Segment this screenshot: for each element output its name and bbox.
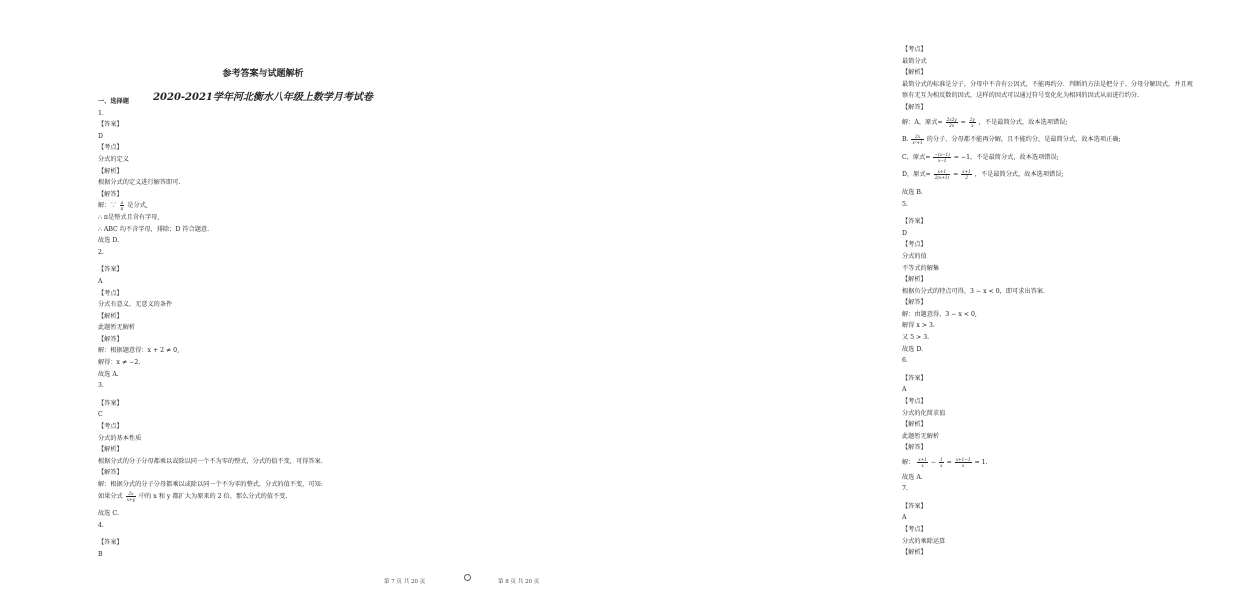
- text-line: A: [98, 277, 103, 285]
- math-line: [902, 457, 1242, 469]
- fraction: [917, 457, 928, 468]
- text-fragment: C，原式=: [902, 153, 931, 161]
- text-line: ∴ π是整式且含有字母,: [98, 213, 160, 221]
- text-line: 故选 B.: [902, 188, 923, 196]
- text-fragment: D，原式=: [902, 171, 931, 179]
- text-fragment: = −1，不是最简分式，故本选项错误;: [953, 153, 1059, 161]
- text-line: 分式的定义: [98, 155, 129, 163]
- numerator: 2x: [911, 134, 923, 140]
- text-line: 【考点】: [902, 398, 927, 406]
- text-line: 【考点】: [902, 46, 927, 53]
- numerator: 2x: [126, 491, 136, 497]
- text-fragment: 解：A，原式=: [902, 118, 943, 126]
- text-fragment: 如果分式: [98, 492, 123, 500]
- numerator: −(x−1): [934, 151, 950, 157]
- denominator: x: [921, 463, 924, 468]
- denominator: x: [961, 463, 965, 468]
- section-heading: 一、选择题: [98, 98, 129, 105]
- right-page: [430, 0, 1193, 608]
- page-number-left: 第 7 页 共 20 页: [384, 579, 426, 585]
- text-fragment: = 1.: [974, 459, 988, 466]
- text-line: D: [98, 132, 103, 140]
- page-number-right: 第 8 页 共 20 页: [498, 579, 540, 585]
- text-line: 【考点】: [98, 144, 123, 152]
- text-fragment: =: [960, 118, 966, 126]
- text-line: 【答案】: [902, 218, 927, 226]
- text-line: 又 5 > 3.: [902, 334, 930, 342]
- text-line: 【考点】: [98, 289, 123, 297]
- text-line: 不等式的解集: [902, 264, 940, 272]
- text-line: D: [902, 229, 907, 237]
- denominator: x−1: [937, 157, 947, 163]
- text-line: A: [902, 386, 907, 394]
- numerator: x+1−1: [955, 457, 971, 462]
- denominator: π: [120, 206, 124, 212]
- fraction: [933, 152, 950, 163]
- text-line: 【解析】: [902, 69, 927, 77]
- text-line: 7.: [902, 485, 908, 493]
- denominator: 2: [965, 175, 968, 181]
- text-fragment: ，不是最简分式，故本选项错误;: [978, 118, 1068, 126]
- denominator: 2(x+1): [934, 175, 950, 181]
- denominator: x: [971, 122, 974, 128]
- numerator: x+1: [962, 169, 971, 175]
- text-line: 2.: [98, 248, 104, 256]
- text-line: 【解析】: [98, 312, 123, 320]
- text-line: 【答案】: [98, 266, 123, 274]
- text-line: 此题暂无解析: [902, 432, 940, 440]
- page-title: 参考答案与试题解析: [222, 69, 304, 79]
- text-line: 【答案】: [902, 374, 927, 382]
- text-line: 此题暂无解析: [98, 324, 136, 332]
- text-line: 解得 x > 3.: [902, 322, 935, 330]
- text-line: 1.: [98, 109, 104, 117]
- text-fragment: 中的 x 和 y 都扩大为原来的 2 倍，那么分式的值不变.: [138, 492, 288, 500]
- text-line: 解：由题意得，3 − x < 0,: [902, 310, 977, 318]
- denominator: 2x: [949, 122, 955, 128]
- math-line: [902, 117, 1242, 129]
- text-line: 解：根据题意得：x + 2 ≠ 0,: [98, 347, 180, 355]
- text-line: 【解析】: [902, 276, 927, 284]
- text-fragment: 是分式,: [127, 202, 148, 210]
- numerator: 2x2y: [946, 116, 957, 122]
- text-line: 分式的化简求值: [902, 409, 946, 417]
- text-line: A: [902, 514, 907, 522]
- text-fragment: ，不是最简分式，故本选项错误;: [974, 171, 1064, 179]
- math-line: [902, 169, 1242, 181]
- right-column: [902, 44, 1242, 559]
- text-line: 【解析】: [902, 549, 927, 557]
- left-page: [0, 0, 430, 608]
- text-line: 【答案】: [98, 539, 123, 547]
- text-line: 根据负分式的特点可得，3 − x < 0，即可求出答案.: [902, 287, 1045, 295]
- fraction: [969, 117, 976, 128]
- fraction: [939, 457, 944, 468]
- text-line: 5.: [902, 200, 908, 208]
- numerator: x+1: [934, 169, 950, 175]
- text-line: 察有无互为相反数的因式，这样的因式可以通过符号变化化为相同的因式从而进行约分.: [902, 92, 1140, 100]
- text-line: 分式的乘除运算: [902, 537, 946, 545]
- text-line: 根据分式的分子分母都乘以或除以同一个不为零的整式，分式的值不变，可得答案.: [98, 457, 323, 465]
- text-line: 【解答】: [98, 469, 123, 477]
- math-line: [98, 491, 428, 503]
- text-line: 【解答】: [902, 103, 927, 111]
- text-line: 6.: [902, 357, 908, 365]
- fraction: [955, 457, 972, 468]
- numerator: a: [120, 200, 124, 206]
- text-fragment: 的分子、分母都不能再分解，且不能约分，是最简分式，故本选项正确;: [926, 136, 1121, 144]
- text-line: 故选 C.: [98, 510, 119, 518]
- text-fragment: −: [930, 459, 937, 466]
- numerator: x+1: [918, 457, 927, 462]
- text-fragment: =: [953, 171, 959, 179]
- text-line: 分式的值: [902, 252, 927, 260]
- text-line: 3.: [98, 382, 104, 390]
- text-line: C: [98, 411, 103, 419]
- text-line: 【考点】: [902, 525, 927, 533]
- text-line: 解：根据分式的分子分母都乘以或除以同一个不为零的整式，分式的值不变，可知:: [98, 481, 323, 488]
- fraction: [126, 491, 136, 502]
- math-line: [902, 134, 1242, 146]
- text-line: 根据分式的定义进行解答即可.: [98, 179, 181, 187]
- text-line: 【答案】: [902, 502, 927, 510]
- text-line: 故选 A.: [902, 473, 923, 481]
- fraction: [120, 200, 125, 211]
- text-line: 【考点】: [902, 241, 927, 249]
- text-line: 分式的基本性质: [98, 434, 142, 442]
- fraction: [911, 134, 923, 145]
- text-line: 【解析】: [98, 446, 123, 454]
- text-line: 最简分式: [902, 57, 927, 65]
- text-line: 最简分式的标准是分子，分母中不含有公因式，不能再约分．判断的方法是把分子、分母分解因式，并且观: [902, 80, 1193, 88]
- numerator: 2y: [969, 116, 975, 122]
- text-line: 故选 A.: [98, 370, 119, 378]
- text-fragment: B.: [902, 136, 909, 144]
- math-line: [98, 200, 428, 212]
- text-line: 【答案】: [98, 121, 123, 129]
- text-line: 故选 D.: [902, 345, 924, 353]
- text-line: 【考点】: [98, 423, 123, 431]
- text-line: 4.: [98, 521, 104, 529]
- fraction: [934, 169, 950, 180]
- text-line: 分式有意义、无意义的条件: [98, 301, 173, 309]
- text-line: 【解答】: [902, 299, 927, 307]
- text-line: 【解答】: [98, 190, 123, 198]
- text-fragment: 解：∵: [98, 202, 117, 210]
- text-line: ∴ ABC 均不含字母，排除；D 符合题意.: [98, 225, 210, 233]
- denominator: x: [940, 463, 943, 468]
- text-fragment: 解：: [902, 459, 915, 466]
- text-line: 【解析】: [902, 421, 927, 429]
- text-fragment: =: [946, 459, 952, 466]
- text-line: B: [98, 550, 103, 558]
- fraction: [946, 117, 958, 128]
- fraction: [961, 169, 972, 180]
- text-line: 【解析】: [98, 167, 123, 175]
- text-line: 【答案】: [98, 399, 123, 407]
- exam-title: 2020-2021学年河北衡水八年级上数学月考试卷: [153, 92, 373, 103]
- denominator: x+y: [126, 496, 135, 502]
- text-line: 解得：x ≠ −2.: [98, 359, 141, 367]
- text-line: 故选 D.: [98, 237, 120, 245]
- page-divider-circle-icon: [464, 574, 471, 581]
- left-column: [98, 96, 428, 561]
- text-line: 【解答】: [902, 444, 927, 452]
- math-line: [902, 152, 1242, 164]
- text-line: 【解答】: [98, 335, 123, 343]
- denominator: x²+1: [912, 140, 923, 146]
- numerator: 1: [940, 457, 943, 462]
